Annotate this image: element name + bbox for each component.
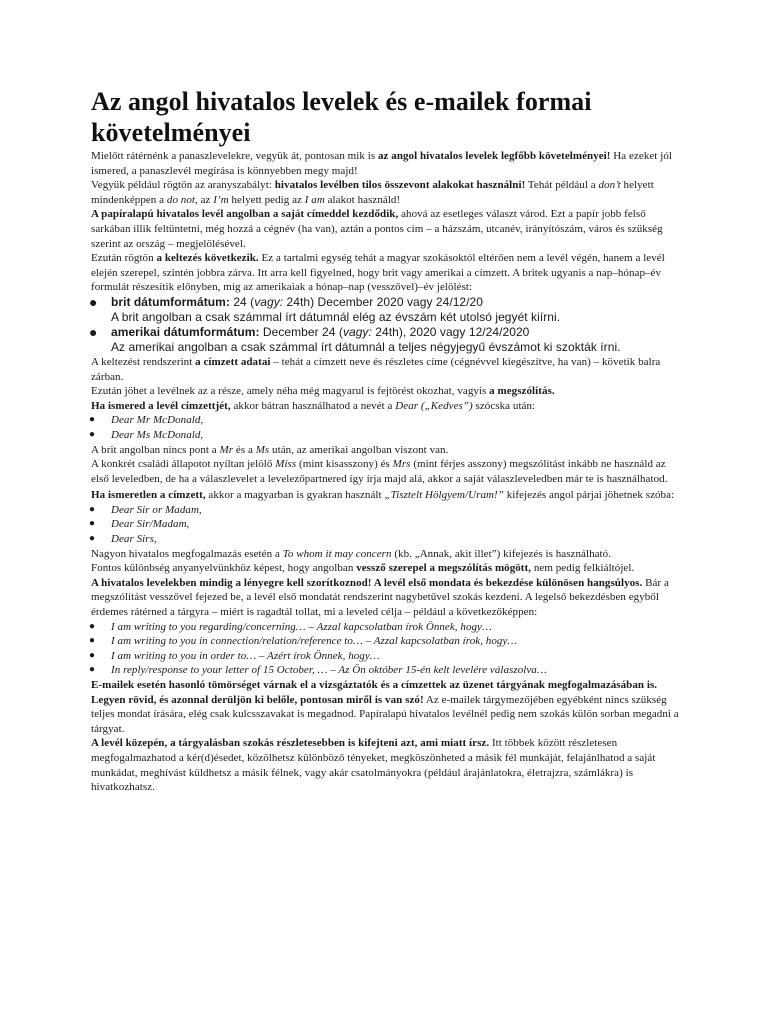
bold-text: a címzett adatai — [195, 355, 271, 368]
bold-text: Ha ismered a levél címzettjét, — [91, 399, 231, 412]
bold-text: A papíralapú hivatalos levél angolban a saját címeddel kezdődik, — [91, 208, 399, 221]
paragraph-email-subject — [91, 678, 681, 736]
text: alakot használd! — [324, 193, 401, 206]
paragraph-unknown-recipient — [91, 488, 681, 503]
bullet-icon: ● — [89, 518, 96, 530]
list-item — [91, 325, 681, 340]
italic-text: vagy: — [254, 294, 284, 309]
text: és a — [233, 443, 256, 456]
bold-text: Ha ismeretlen a címzett, — [91, 489, 206, 502]
bullet-icon: ● — [89, 323, 98, 340]
bullet-icon: ● — [89, 635, 96, 647]
italic-text: „Tisztelt Hölgyem/Uram!” — [384, 489, 504, 502]
text: Az amerikai angolban a csak számmal írt dátumnál a teljes négyjegyű évszámot ki szokták írni. — [111, 339, 621, 354]
italic-text: Dear Ms McDonald, — [111, 428, 204, 441]
text: Fontos különbség anyanyelvünkhöz képest, hogy angolban — [91, 562, 357, 575]
date-format-list — [91, 295, 681, 355]
paragraph-comma — [91, 561, 681, 576]
bold-text: a keltezés következik. — [156, 252, 259, 265]
page-title: Az angol hivatalos levelek és e-mailek formai követelményei — [91, 87, 592, 147]
list-item-note — [91, 310, 681, 325]
text: helyett pedig az — [228, 193, 305, 206]
text: (kb. „Annak, akit illet”) kifejezés is használható. — [391, 547, 612, 560]
list-item — [91, 295, 681, 310]
paragraph-intro — [91, 149, 681, 178]
text: 24th) December 2020 vagy 24/12/20 — [283, 294, 483, 309]
text: (mint kisasszony) és — [296, 458, 393, 471]
italic-text: Miss — [275, 458, 297, 471]
unknown-salutation-list — [91, 503, 681, 547]
text: kifejezés angol párjai jöhetnek szóba: — [503, 489, 675, 502]
bullet-icon: ● — [89, 664, 96, 676]
text: Nagyon hivatalos megfogalmazás esetén a — [91, 547, 283, 560]
text: ahová az esetleges választ várod. Ezt a papír jobb felső sarkában illik feltüntetni, még hozzá a cégnév (ha van), aztán a pontos cím – a házszám, utcanév, irányítószám, város és szükség szerint az ország – megjelölésével. — [91, 208, 663, 250]
list-item — [91, 620, 681, 635]
text: – tehát a címzett neve és részletes címe (cégnévvel kiegészítve, ha van) – követik balra zárban. — [91, 355, 661, 383]
paragraph-date — [91, 251, 681, 295]
list-item-note — [91, 340, 681, 355]
paragraph-mr-ms — [91, 443, 681, 458]
text: Ez a tartalmi egység tehát a magyar szokásoktól eltérően nem a levél végén, hanem a levél elején szerepel, szintén jobbra zárva. Itt arra kell figyelned, hogy brit vagy amerikai a címzett. A britek ugyanis a nap–hónap–év formulát részesítik előnyben, míg az amerikaiak a hónap–nap (vesszővel)–év jelölést: — [91, 252, 665, 294]
italic-text: I am writing to you in connection/relation/reference to… – Azzal kapcsolatban írok, hogy… — [111, 635, 518, 648]
bold-text: A levél közepén, a tárgyalásban szokás részletesebben is kifejteni azt, ami miatt írsz. — [91, 737, 490, 750]
text: A brit angolban a csak számmal írt dátumnál elég az évszám két utolsó jegyét kiírni. — [111, 309, 561, 324]
list-item — [91, 413, 681, 428]
italic-text: I am writing to you regarding/concerning… – Azzal kapcsolatban írok Önnek, hogy… — [111, 620, 492, 633]
paragraph-salutation — [91, 384, 681, 399]
text: December 24 ( — [259, 324, 343, 339]
text: A keltezést rendszerint — [91, 355, 196, 368]
italic-text: Dear („Kedves”) — [395, 399, 473, 412]
document-body — [91, 86, 681, 795]
text: Ezután rögtön — [91, 252, 157, 265]
text: Ha ezeket jól ismered, a panaszlevél megírása is könnyebben megy majd! — [91, 150, 672, 177]
italic-text: Ms — [255, 443, 270, 456]
list-item — [91, 532, 681, 547]
text: Mielőtt rátérnénk a panaszlevelekre, vegyük át, pontosan mik is — [91, 150, 378, 162]
paragraph-miss-mrs — [91, 457, 681, 486]
list-item — [91, 517, 681, 532]
bullet-icon: ● — [89, 649, 96, 661]
paragraph-first-sentence — [91, 576, 681, 620]
italic-text: Dear Sirs, — [111, 533, 157, 546]
text: Bár a megszólítást vesszővel fejezed be, a levél első mondatát rendszerint nagybetűvel szokás kezdeni. A legelső bekezdésben egyből érdemes rátérned a tárgyra – miért is ragadtál tollat, mi a leveled célja – például a következőképpen: — [91, 576, 669, 619]
bullet-icon: ● — [89, 428, 96, 440]
text: az — [197, 193, 214, 206]
paragraph-letter-body — [91, 736, 681, 794]
bold-text: A hivatalos levelekben mindig a lényegre kell szorítkoznod! A levél első mondata és bekezdése különösen hangsúlyos. — [91, 576, 643, 589]
paragraph-golden-rule — [91, 178, 681, 207]
paragraph-known-recipient — [91, 399, 681, 414]
bold-text: a megszólítás. — [489, 385, 555, 398]
text: (mint férjes asszony) megszólítást inkább ne használd az első leveledben, de ha a válaszlevelet a levelezőpartnered így írja majd alá, akkor a saját válaszleveledben már te is használhatod. — [91, 458, 668, 485]
paragraph-own-address — [91, 207, 681, 251]
bullet-icon: ● — [89, 503, 96, 515]
italic-text: Dear Mr McDonald, — [111, 414, 204, 427]
italic-text: Mr — [219, 443, 234, 456]
italic-text: do not, — [166, 193, 198, 206]
list-item — [91, 503, 681, 518]
list-item — [91, 634, 681, 649]
italic-text: Dear Sir or Madam, — [111, 503, 202, 516]
italic-text: Dear Sir/Madam, — [111, 518, 190, 531]
text: Itt többek között részletesen megfogalmazhatod a kér(d)ésedet, közölhetsz különböző tényeket, megköszönheted a másik fél munkáját, felajánlhatod a saját munkádat, meghívást küldhetsz a másik félnek, vagy akár csatolmányokra (például árajánlatokra, életrajzra, számlákra) is hivatkozhatsz. — [91, 737, 656, 794]
text: nem pedig felkiáltójel. — [531, 562, 635, 575]
italic-text: I’m — [213, 193, 229, 206]
text: szócska után: — [472, 399, 536, 412]
text: után, az amerikai angolban viszont van. — [269, 443, 449, 456]
bold-text: hivatalos levélben tilos összevont alakokat használni! — [274, 179, 526, 192]
bold-text: amerikai dátumformátum: — [111, 324, 260, 339]
text: helyett mindenképpen a — [91, 179, 654, 206]
bold-text: vessző szerepel a megszólítás mögött, — [356, 562, 532, 575]
text: Az e-mailek tárgymezőjében egyébként nincs szükség teljes mondat írására, elég csak kulcsszavakat is megadnod. Papíralapú hivatalos levélnél pedig nem szokás külön sorban megadni a tárgyat. — [91, 693, 679, 735]
italic-text: In reply/response to your letter of 15 October, … – Az Ön október 15-én kelt levelére válaszolva… — [111, 664, 547, 677]
opening-phrase-list — [91, 620, 681, 678]
bold-text: E-mailek esetén hasonló tömörséget várnak el a vizsgáztatók és a címzettek az üzenet tárgyának megfogalmazásában is. Legyen rövid, és azonnal derüljön ki belőle, pontosan miről is van szó! — [91, 679, 658, 706]
bold-text: brit dátumformátum: — [111, 294, 230, 309]
text: A konkrét családi állapotot nyíltan jelölő — [91, 458, 276, 471]
italic-text: I am — [304, 193, 325, 206]
italic-text: I am writing to you in order to… – Azért írok Önnek, hogy… — [111, 649, 380, 662]
list-item — [91, 663, 681, 678]
text: akkor bátran használhatod a nevét a — [230, 399, 396, 412]
text: akkor a magyarban is gyakran használt — [205, 489, 385, 502]
italic-text: vagy: — [342, 324, 372, 339]
bold-text: az angol hivatalos levelek legfőbb követelményei! — [377, 150, 611, 162]
italic-text: To whom it may concern — [282, 547, 392, 560]
text: 24th), 2020 vagy 12/24/2020 — [371, 324, 530, 339]
text: 24 ( — [229, 294, 255, 309]
bullet-icon: ● — [89, 620, 96, 632]
text: A brit angolban nincs pont a — [91, 443, 220, 456]
bullet-icon: ● — [89, 414, 96, 426]
paragraph-recipient — [91, 355, 681, 384]
bullet-icon: ● — [89, 533, 96, 545]
paragraph-to-whom — [91, 547, 681, 562]
italic-text: don’t — [598, 179, 621, 192]
text: Ezután jöhet a levélnek az a része, amely néha még magyarul is fejtörést okozhat, vagyis — [91, 385, 490, 398]
bullet-icon: ● — [89, 293, 98, 310]
italic-text: Mrs — [392, 458, 411, 471]
list-item — [91, 428, 681, 443]
text: Tehát például a — [525, 179, 599, 192]
text: Vegyük például rögtön az aranyszabályt: — [91, 179, 275, 192]
list-item — [91, 649, 681, 664]
known-salutation-list — [91, 413, 681, 442]
